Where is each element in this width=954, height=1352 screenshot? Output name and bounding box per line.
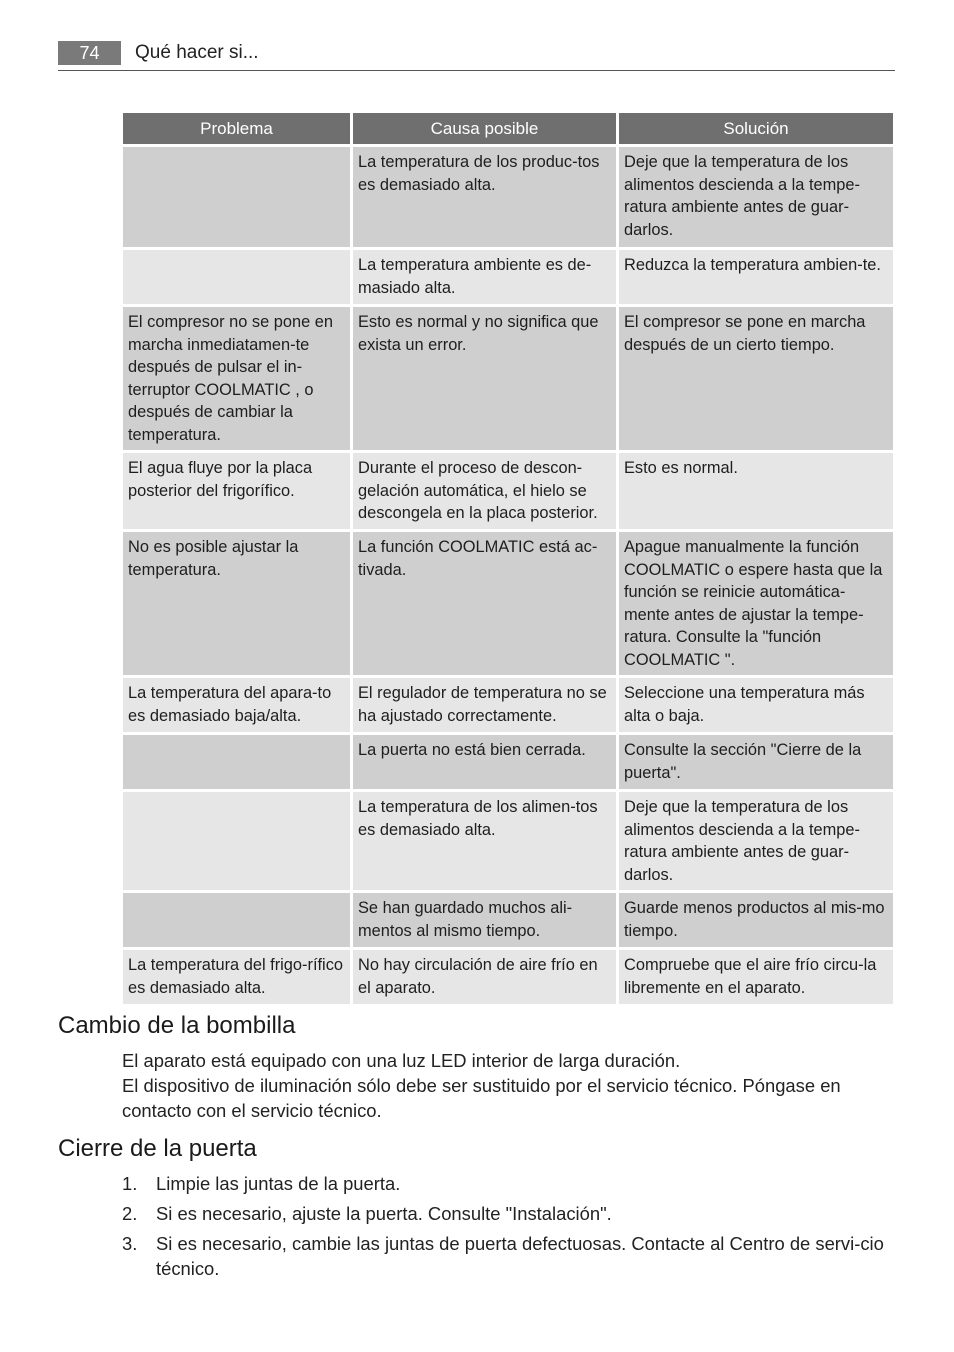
problem-cell: No es posible ajustar la temperatura. — [123, 532, 350, 675]
cause-cell: Se han guardado muchos ali-mentos al mismo tiempo. — [353, 893, 616, 947]
table-row — [123, 678, 893, 732]
cause-cell: No hay circulación de aire frío en el aparato. — [353, 950, 616, 1004]
problem-cell — [123, 792, 350, 890]
table-row — [123, 250, 893, 304]
solution-cell: El compresor se pone en marcha después de un cierto tiempo. — [619, 307, 893, 450]
solution-cell: Reduzca la temperatura ambien-te. — [619, 250, 893, 304]
bulb-section-title: Cambio de la bombilla — [58, 1012, 296, 1039]
column-header-cause: Causa posible — [353, 113, 616, 144]
page-header — [58, 40, 895, 71]
solution-cell: Deje que la temperatura de los alimentos descienda a la tempe-ratura ambiente antes de guar-darlos. — [619, 147, 893, 247]
problem-cell — [123, 893, 350, 947]
table-row — [123, 307, 893, 450]
step-text: Limpie las juntas de la puerta. — [156, 1173, 401, 1194]
list-item — [122, 1201, 897, 1226]
step-text: Si es necesario, ajuste la puerta. Consulte "Instalación". — [156, 1203, 612, 1224]
bulb-section-body — [122, 1048, 897, 1123]
cause-cell: Durante el proceso de descon-gelación automática, el hielo se descongela en la placa posterior. — [353, 453, 616, 529]
list-item — [122, 1231, 897, 1281]
table-row — [123, 792, 893, 890]
cause-cell: La temperatura de los produc-tos es demasiado alta. — [353, 147, 616, 247]
step-number: 1. — [122, 1173, 138, 1194]
troubleshooting-table — [120, 110, 896, 1007]
problem-cell — [123, 250, 350, 304]
problem-cell — [123, 735, 350, 789]
table-row — [123, 950, 893, 1004]
problem-cell: El agua fluye por la placa posterior del frigorífico. — [123, 453, 350, 529]
bulb-paragraph-2: El dispositivo de iluminación sólo debe ser sustituido por el servicio técnico. Póngase en contacto con el servicio técnico. — [122, 1075, 841, 1121]
cause-cell: La puerta no está bien cerrada. — [353, 735, 616, 789]
list-item — [122, 1171, 897, 1196]
table-row — [123, 453, 893, 529]
table-row — [123, 532, 893, 675]
bulb-paragraph-1: El aparato está equipado con una luz LED interior de larga duración. — [122, 1050, 681, 1071]
page-section-title: Qué hacer si... — [135, 42, 259, 63]
table-row — [123, 147, 893, 247]
table-header-row — [123, 113, 893, 144]
step-number: 2. — [122, 1203, 138, 1224]
solution-cell: Compruebe que el aire frío circu-la libremente en el aparato. — [619, 950, 893, 1004]
cause-cell: Esto es normal y no significa que exista un error. — [353, 307, 616, 450]
problem-cell: La temperatura del apara-to es demasiado baja/alta. — [123, 678, 350, 732]
solution-cell: Guarde menos productos al mis-mo tiempo. — [619, 893, 893, 947]
cause-cell: La función COOLMATIC está ac-tivada. — [353, 532, 616, 675]
problem-cell: La temperatura del frigo-rífico es demasiado alta. — [123, 950, 350, 1004]
solution-cell: Esto es normal. — [619, 453, 893, 529]
solution-cell: Seleccione una temperatura más alta o baja. — [619, 678, 893, 732]
solution-cell: Apague manualmente la función COOLMATIC o espere hasta que la función se reinicie automática-mente antes de ajustar la tempe-ratura. Consulte la "función COOLMATIC ". — [619, 532, 893, 675]
problem-cell — [123, 147, 350, 247]
problem-cell: El compresor no se pone en marcha inmediatamen-te después de pulsar el in-terruptor COOLMATIC , o después de cambiar la temperatura. — [123, 307, 350, 450]
page-number: 74 — [58, 41, 121, 65]
solution-cell: Deje que la temperatura de los alimentos descienda a la tempe-ratura ambiente antes de guar-darlos. — [619, 792, 893, 890]
cause-cell: La temperatura ambiente es de-masiado alta. — [353, 250, 616, 304]
solution-cell: Consulte la sección "Cierre de la puerta". — [619, 735, 893, 789]
door-section-title: Cierre de la puerta — [58, 1135, 257, 1162]
column-header-solution: Solución — [619, 113, 893, 144]
door-steps-list — [122, 1171, 897, 1286]
cause-cell: El regulador de temperatura no se ha ajustado correctamente. — [353, 678, 616, 732]
table-row — [123, 893, 893, 947]
cause-cell: La temperatura de los alimen-tos es demasiado alta. — [353, 792, 616, 890]
table-row — [123, 735, 893, 789]
column-header-problem: Problema — [123, 113, 350, 144]
step-number: 3. — [122, 1233, 138, 1254]
step-text: Si es necesario, cambie las juntas de puerta defectuosas. Contacte al Centro de servi-cio técnico. — [156, 1233, 884, 1279]
